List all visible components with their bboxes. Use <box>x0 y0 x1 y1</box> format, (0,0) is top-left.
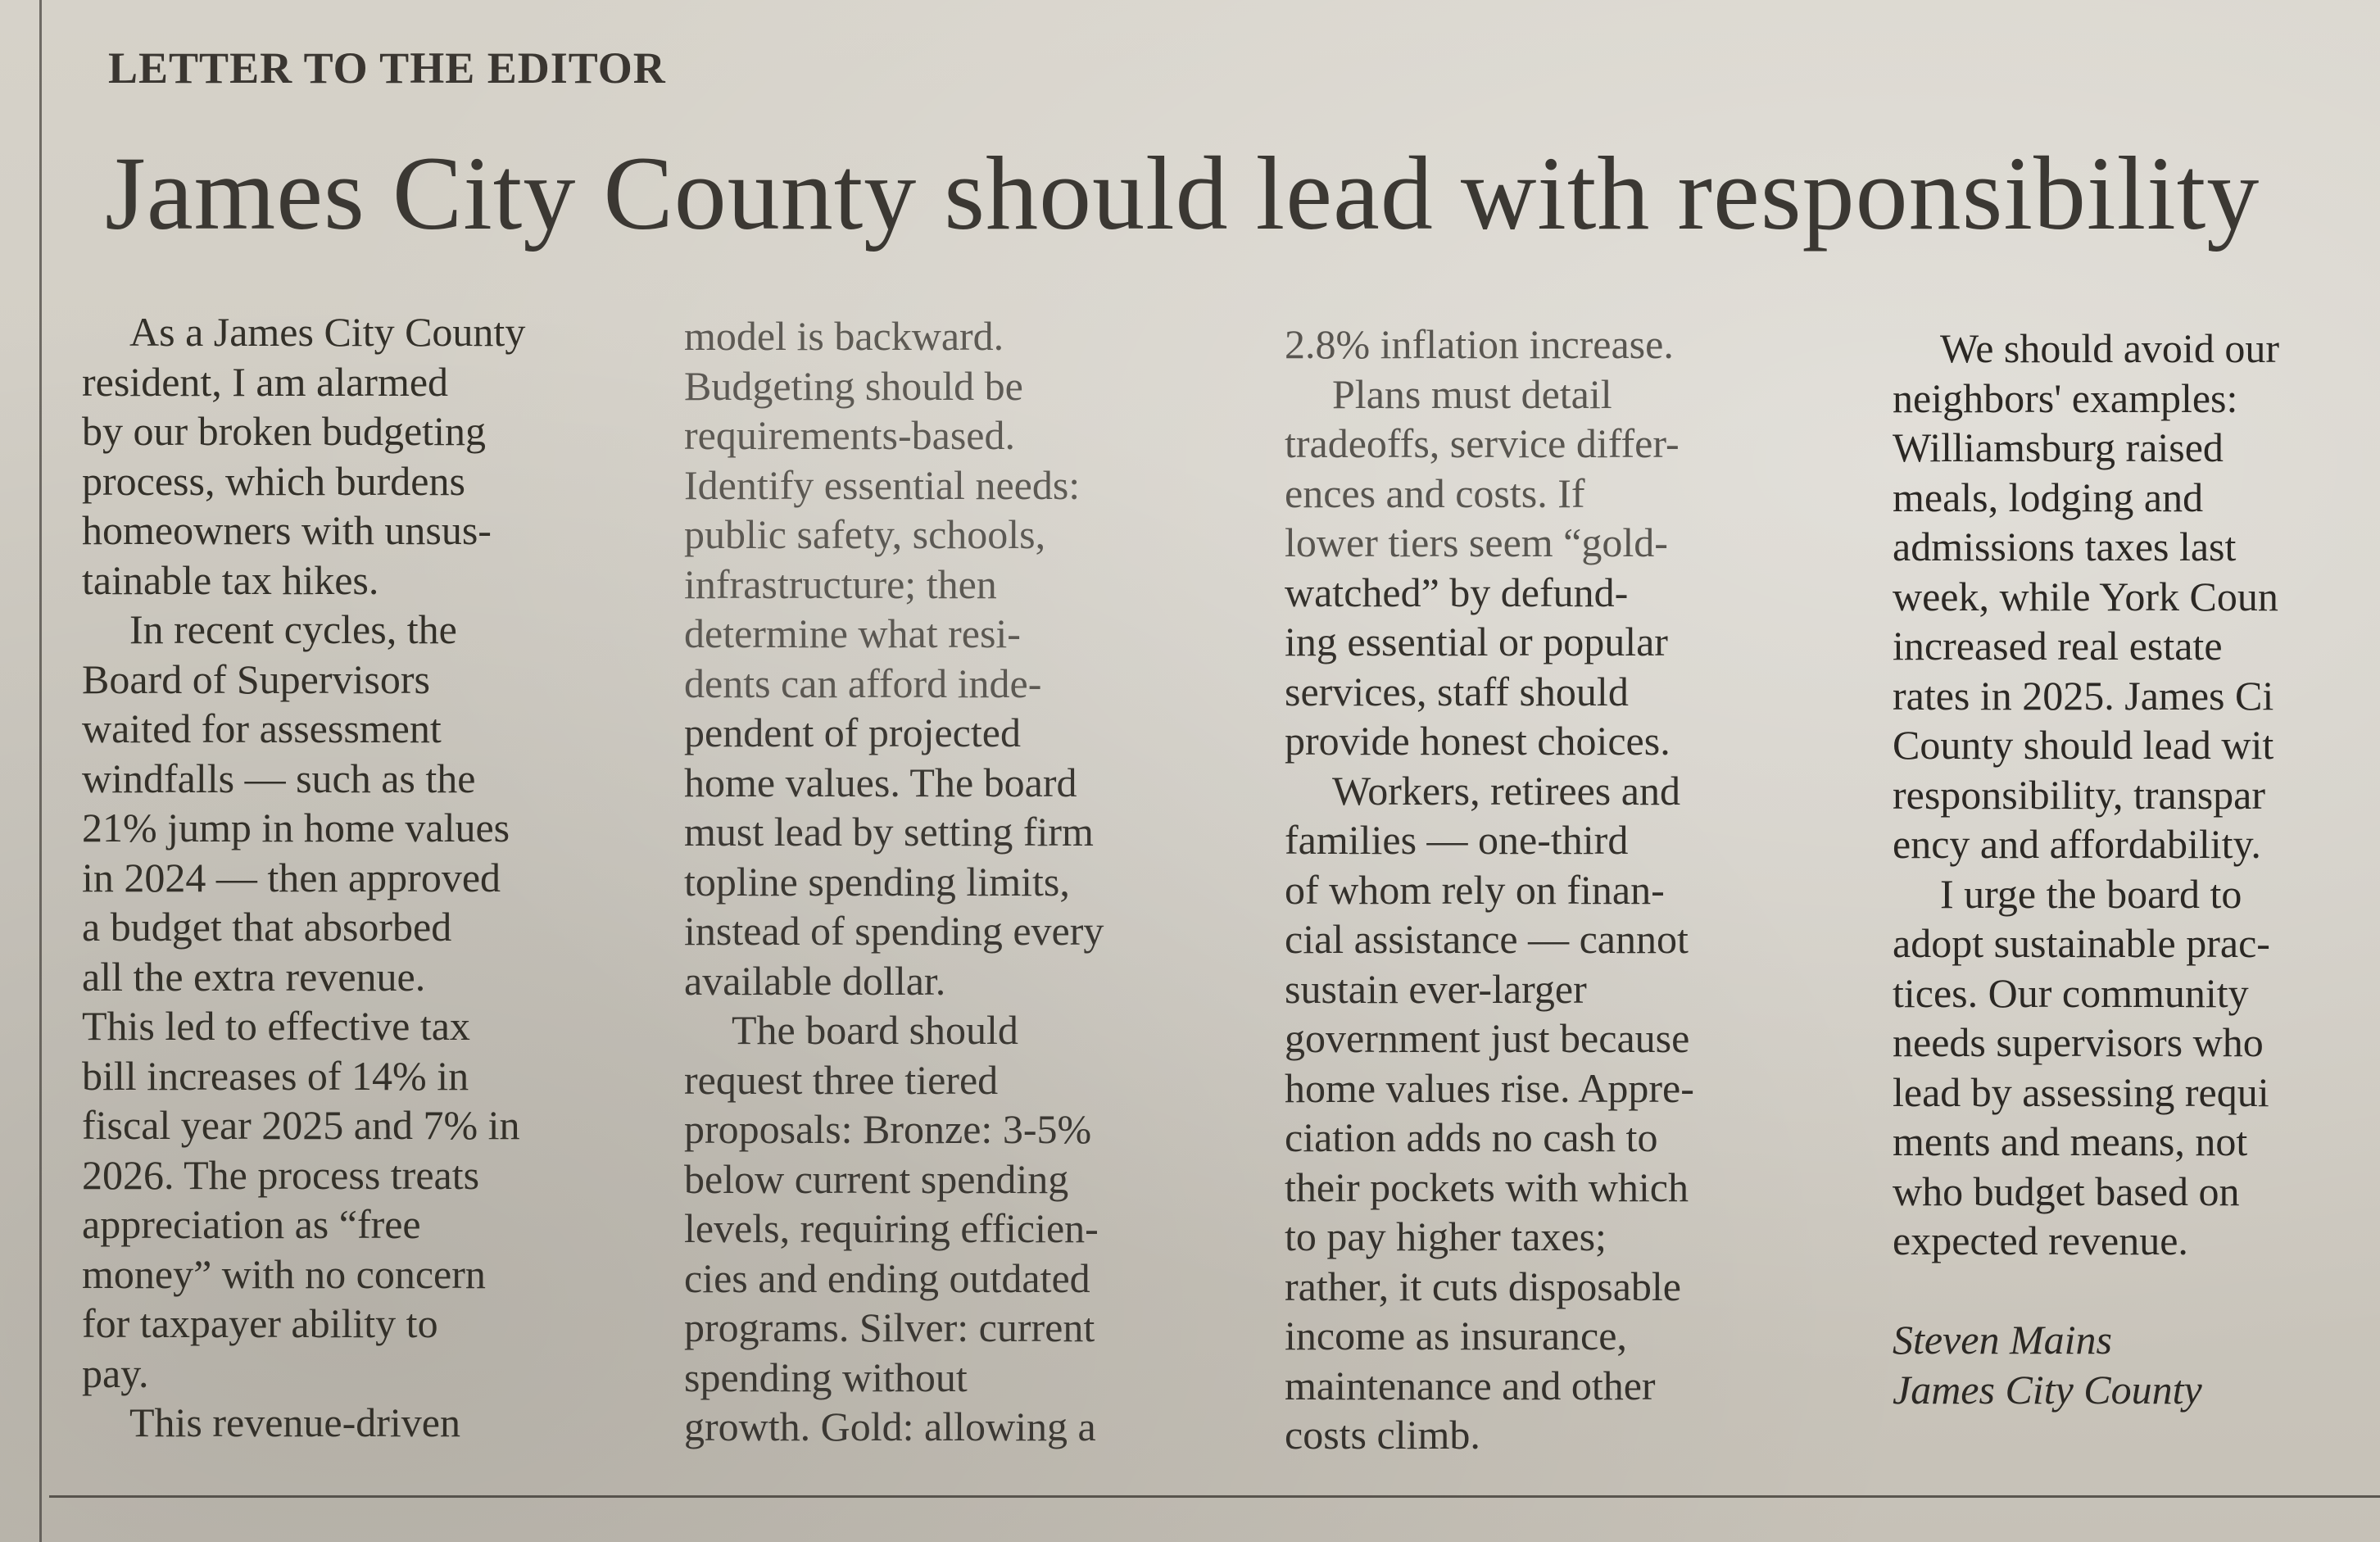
text-line: ing essential or popular <box>1285 619 1668 664</box>
text-line: needs supervisors who <box>1893 1019 2264 1065</box>
text-line: responsibility, transpar <box>1893 771 2266 818</box>
text-line: home values rise. Appre- <box>1285 1064 1694 1111</box>
text-line: all the extra revenue. <box>82 953 426 1000</box>
text-line: ciation adds no cash to <box>1285 1114 1658 1160</box>
text-line: in 2024 — then approved <box>82 854 501 900</box>
text-line: request three tiered <box>684 1056 999 1103</box>
text-line: must lead by setting firm <box>684 809 1094 855</box>
text-line: Workers, retirees and <box>1332 767 1680 814</box>
text-line: County should lead wit <box>1893 722 2274 768</box>
text-line: I urge the board to <box>1940 870 2242 917</box>
text-line: services, staff should <box>1285 668 1629 714</box>
text-line: ments and means, not <box>1893 1118 2248 1164</box>
text-line: dents can afford inde- <box>684 660 1042 706</box>
text-line: fiscal year 2025 and 7% in <box>82 1102 520 1148</box>
text-line: provide honest choices. <box>1285 718 1671 764</box>
column-rule-left <box>39 0 42 1542</box>
article-column-4 <box>1893 324 2380 1414</box>
text-line: determine what resi- <box>684 610 1021 656</box>
text-line: requirements-based. <box>684 412 1016 458</box>
text-line: 2026. The process treats <box>82 1151 480 1198</box>
text-line: maintenance and other <box>1285 1362 1656 1408</box>
text-line: homeowners with unsus- <box>82 507 492 553</box>
text-line: We should avoid our <box>1940 325 2279 371</box>
text-line: week, while York Coun <box>1893 573 2278 619</box>
text-line: families — one-third <box>1285 817 1629 863</box>
text-line: increased real estate <box>1893 623 2223 669</box>
text-line: appreciation as “free <box>82 1201 421 1247</box>
text-line: This led to effective tax <box>82 1003 470 1049</box>
text-line: topline spending limits, <box>684 858 1070 905</box>
headline: James City County should lead with responsibility <box>105 135 2260 252</box>
text-line: neighbors' examples: <box>1893 374 2238 421</box>
text-line: cies and ending outdated <box>684 1254 1090 1301</box>
article-column-2 <box>684 311 1258 1452</box>
text-line: ences and costs. If <box>1285 469 1585 516</box>
text-line: admissions taxes last <box>1893 524 2237 569</box>
text-line: tainable tax hikes. <box>82 556 379 603</box>
text-line: This revenue-driven <box>129 1399 461 1445</box>
text-line: by our broken budgeting <box>82 408 486 454</box>
text-line: bill increases of 14% in <box>82 1052 469 1099</box>
text-line: levels, requiring efficien- <box>684 1205 1099 1251</box>
text-line: model is backward. <box>684 313 1004 359</box>
text-line: a budget that absorbed <box>82 904 452 950</box>
text-line: for taxpayer ability to <box>82 1300 438 1346</box>
bottom-rule <box>49 1495 2380 1498</box>
text-line: tradeoffs, service differ- <box>1285 420 1680 466</box>
signature-name: Steven Mains <box>1893 1317 2112 1363</box>
text-line: expected revenue. <box>1893 1218 2188 1263</box>
text-line: instead of spending every <box>684 908 1104 954</box>
text-line: public safety, schools, <box>684 511 1046 557</box>
text-line: lead by assessing requi <box>1893 1068 2269 1115</box>
text-line: ency and affordability. <box>1893 821 2261 867</box>
text-line: Plans must detail <box>1332 370 1612 417</box>
text-line: home values. The board <box>684 759 1077 805</box>
text-line: programs. Silver: current <box>684 1304 1095 1350</box>
text-line: windfalls — such as the <box>82 755 476 801</box>
text-line: Budgeting should be <box>684 362 1023 409</box>
article-column-3 <box>1285 320 1858 1460</box>
text-line: Identify essential needs: <box>684 461 1081 508</box>
text-line: 21% jump in home values <box>82 805 510 850</box>
text-line: to pay higher taxes; <box>1285 1213 1607 1259</box>
text-line: tices. Our community <box>1893 969 2249 1016</box>
text-line: infrastructure; then <box>684 560 997 607</box>
text-line: of whom rely on finan- <box>1285 866 1665 913</box>
text-line: As a James City County <box>129 309 526 355</box>
signature-place: James City County <box>1893 1366 2202 1413</box>
text-line: rather, it cuts disposable <box>1285 1263 1681 1309</box>
text-line: growth. Gold: allowing a <box>684 1404 1096 1449</box>
text-line: cial assistance — cannot <box>1285 916 1689 962</box>
text-line: sustain ever-larger <box>1285 965 1587 1012</box>
text-line: lower tiers seem “gold- <box>1285 519 1668 565</box>
text-line: resident, I am alarmed <box>82 358 449 405</box>
section-label: LETTER TO THE EDITOR <box>108 43 666 93</box>
text-line: process, which burdens <box>82 457 465 504</box>
text-line: rates in 2025. James Ci <box>1893 672 2274 719</box>
text-line: who budget based on <box>1893 1168 2240 1214</box>
text-line-spacer <box>1893 1266 2380 1316</box>
text-line: 2.8% inflation increase. <box>1285 321 1674 367</box>
text-line: money” with no concern <box>82 1250 486 1297</box>
article-column-1 <box>82 307 655 1448</box>
text-line: The board should <box>732 1007 1018 1053</box>
text-line: their pockets with which <box>1285 1163 1689 1210</box>
text-line: pay. <box>82 1349 149 1396</box>
text-line: adopt sustainable prac- <box>1893 920 2270 966</box>
text-line: below current spending <box>684 1155 1069 1202</box>
text-line: proposals: Bronze: 3-5% <box>684 1106 1092 1152</box>
text-line: watched” by defund- <box>1285 569 1629 615</box>
text-line: waited for assessment <box>82 705 442 751</box>
text-line: government just because <box>1285 1015 1690 1061</box>
text-line: income as insurance, <box>1285 1313 1627 1358</box>
text-line: costs climb. <box>1285 1412 1480 1458</box>
text-line: In recent cycles, the <box>129 606 457 652</box>
text-line: Board of Supervisors <box>82 655 430 702</box>
text-line: Williamsburg raised <box>1893 424 2224 470</box>
text-line: spending without <box>684 1354 968 1400</box>
text-line: meals, lodging and <box>1893 474 2204 520</box>
text-line: available dollar. <box>684 957 946 1004</box>
text-line: pendent of projected <box>684 710 1021 755</box>
